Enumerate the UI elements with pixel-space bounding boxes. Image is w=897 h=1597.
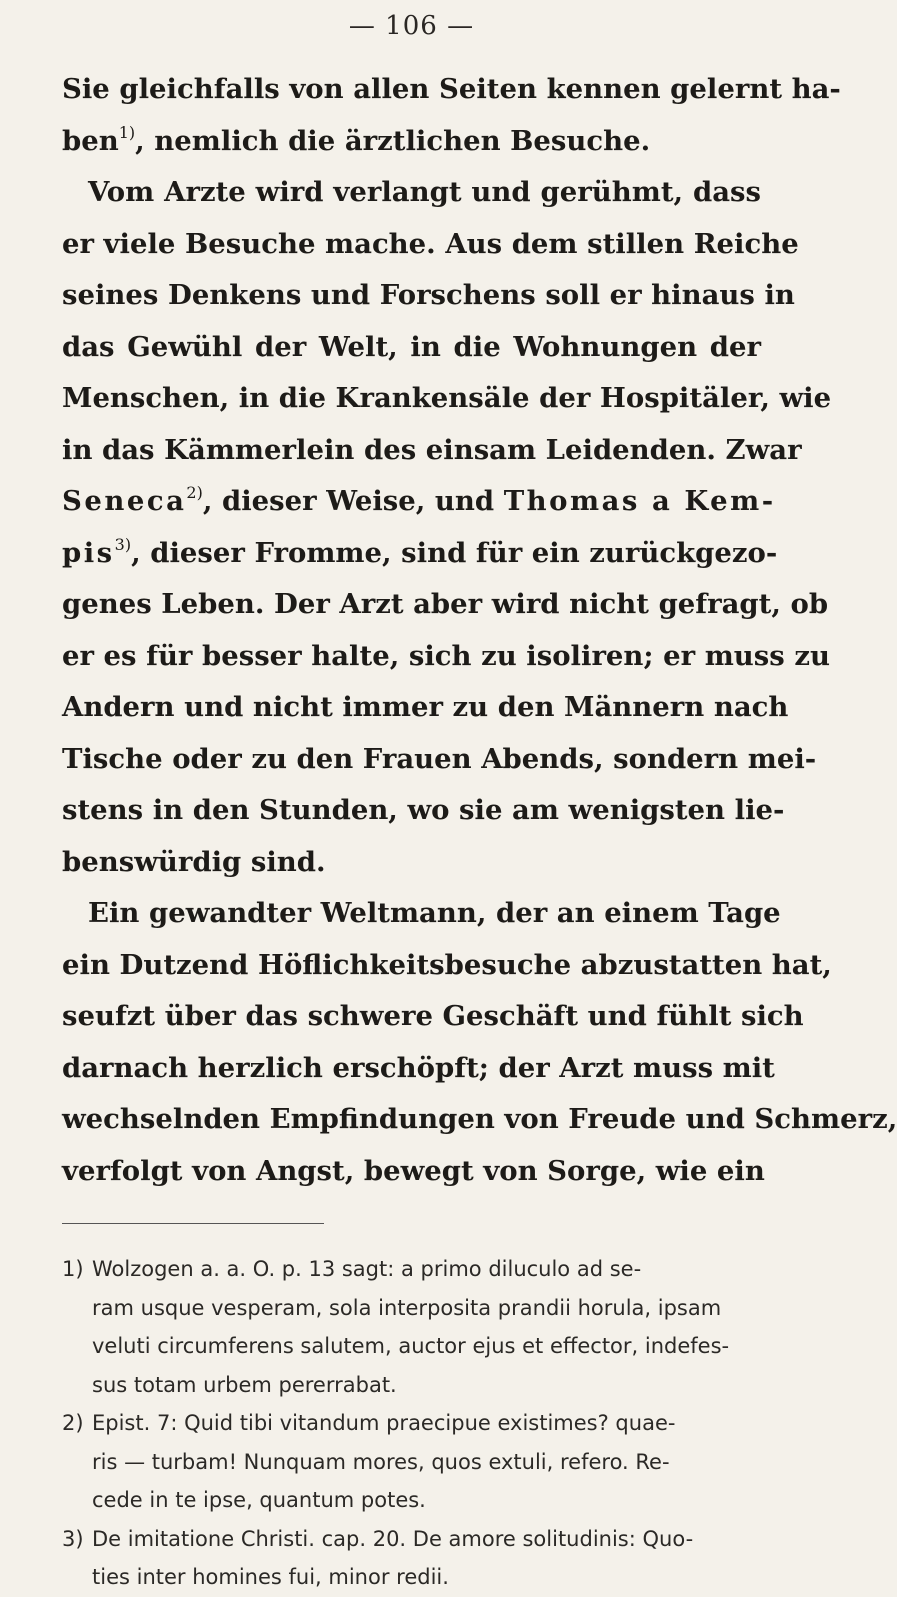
text-line: benswürdig sind. bbox=[62, 845, 326, 878]
text-line bbox=[62, 116, 761, 168]
text-line: wechselnden Empfindungen von Freude und Schmerz, bbox=[62, 1103, 897, 1135]
footnote-ref: 1) bbox=[118, 122, 136, 142]
text-fragment: , nemlich die ärztlichen Besuche. bbox=[135, 124, 651, 157]
text-line: seines Denkens und Forschens soll er hinaus in bbox=[62, 279, 795, 311]
text-line: er viele Besuche mache. Aus dem stillen Reiche bbox=[62, 227, 799, 260]
text-line: genes Leben. Der Arzt aber wird nicht gefragt, ob bbox=[62, 588, 829, 620]
text-line: darnach herzlich erschöpft; der Arzt muss mit bbox=[62, 1051, 775, 1084]
text-line: ein Dutzend Höflichkeitsbesuche abzustatten hat, bbox=[62, 948, 832, 981]
text-line bbox=[62, 528, 778, 580]
footnote-ref: 3) bbox=[114, 534, 132, 554]
text-line: Ein gewandter Weltmann, der an einem Tage bbox=[88, 897, 781, 929]
footnote-text: Epist. 7: Quid tibi vitandum praecipue existimes? quae- bbox=[92, 1411, 676, 1435]
footnotes bbox=[62, 1250, 761, 1597]
footnote-line bbox=[62, 1404, 761, 1443]
text-line bbox=[62, 476, 776, 528]
footnote-line: ris — turbam! Nunquam mores, quos extuli, refero. Re- bbox=[92, 1449, 670, 1474]
footnote-line: sus totam urbem pererrabat. bbox=[92, 1372, 397, 1397]
footnote-text: De imitatione Christi. cap. 20. De amore solitudinis: Quo- bbox=[92, 1526, 694, 1551]
text-line: Andern und nicht immer zu den Männern nach bbox=[62, 691, 789, 723]
text-line: stens in den Stunden, wo sie am wenigsten lie- bbox=[62, 794, 785, 826]
main-text bbox=[62, 64, 897, 1197]
footnote-ref: 2) bbox=[186, 483, 203, 502]
text-fragment: ben bbox=[62, 124, 119, 157]
author-name: Seneca bbox=[62, 485, 187, 517]
footnote-text: Wolzogen a. a. O. p. 13 sagt: a primo diluculo ad se- bbox=[92, 1257, 642, 1281]
footnote-line bbox=[62, 1250, 761, 1289]
footnote-2 bbox=[62, 1404, 761, 1520]
footnote-line bbox=[62, 1520, 761, 1559]
text-line: er es für besser halte, sich zu isoliren; er muss zu bbox=[62, 639, 830, 672]
footnote-number: 1) bbox=[62, 1257, 84, 1281]
text-line: Sie gleichfalls von allen Seiten kennen gelernt ha- bbox=[62, 73, 841, 105]
text-fragment: , dieser Fromme, sind für ein zurückgezo- bbox=[131, 536, 778, 569]
footnote-line: veluti circumferens salutem, auctor ejus et effector, indefes- bbox=[92, 1334, 730, 1358]
footnote-divider bbox=[62, 1223, 324, 1224]
text-fragment: , dieser Weise, und bbox=[202, 485, 495, 517]
footnote-line: cede in te ipse, quantum potes. bbox=[92, 1488, 426, 1512]
page-number: — 106 — bbox=[348, 11, 475, 41]
footnote-1 bbox=[62, 1250, 761, 1404]
footnote-number: 2) bbox=[62, 1411, 84, 1435]
author-name: Thomas a Kem- bbox=[503, 485, 776, 517]
footnote-line: ram usque vesperam, sola interposita prandii horula, ipsam bbox=[92, 1295, 722, 1320]
author-name: pis bbox=[62, 536, 115, 569]
footnote-line: ties inter homines fui, minor redii. bbox=[92, 1565, 449, 1589]
text-line: Tische oder zu den Frauen Abends, sondern mei- bbox=[62, 742, 817, 775]
footnote-3 bbox=[62, 1520, 761, 1597]
text-line: Menschen, in die Krankensäle der Hospitäler, wie bbox=[62, 382, 832, 414]
text-line: Vom Arzte wird verlangt und gerühmt, dass bbox=[88, 176, 761, 208]
text-line: verfolgt von Angst, bewegt von Sorge, wie ein bbox=[62, 1154, 765, 1187]
footnote-number: 3) bbox=[62, 1526, 84, 1551]
text-line: seufzt über das schwere Geschäft und fühlt sich bbox=[62, 1000, 804, 1032]
text-line: in das Kämmerlein des einsam Leidenden. Zwar bbox=[62, 433, 802, 466]
text-line: das Gewühl der Welt, in die Wohnungen der bbox=[62, 330, 761, 363]
